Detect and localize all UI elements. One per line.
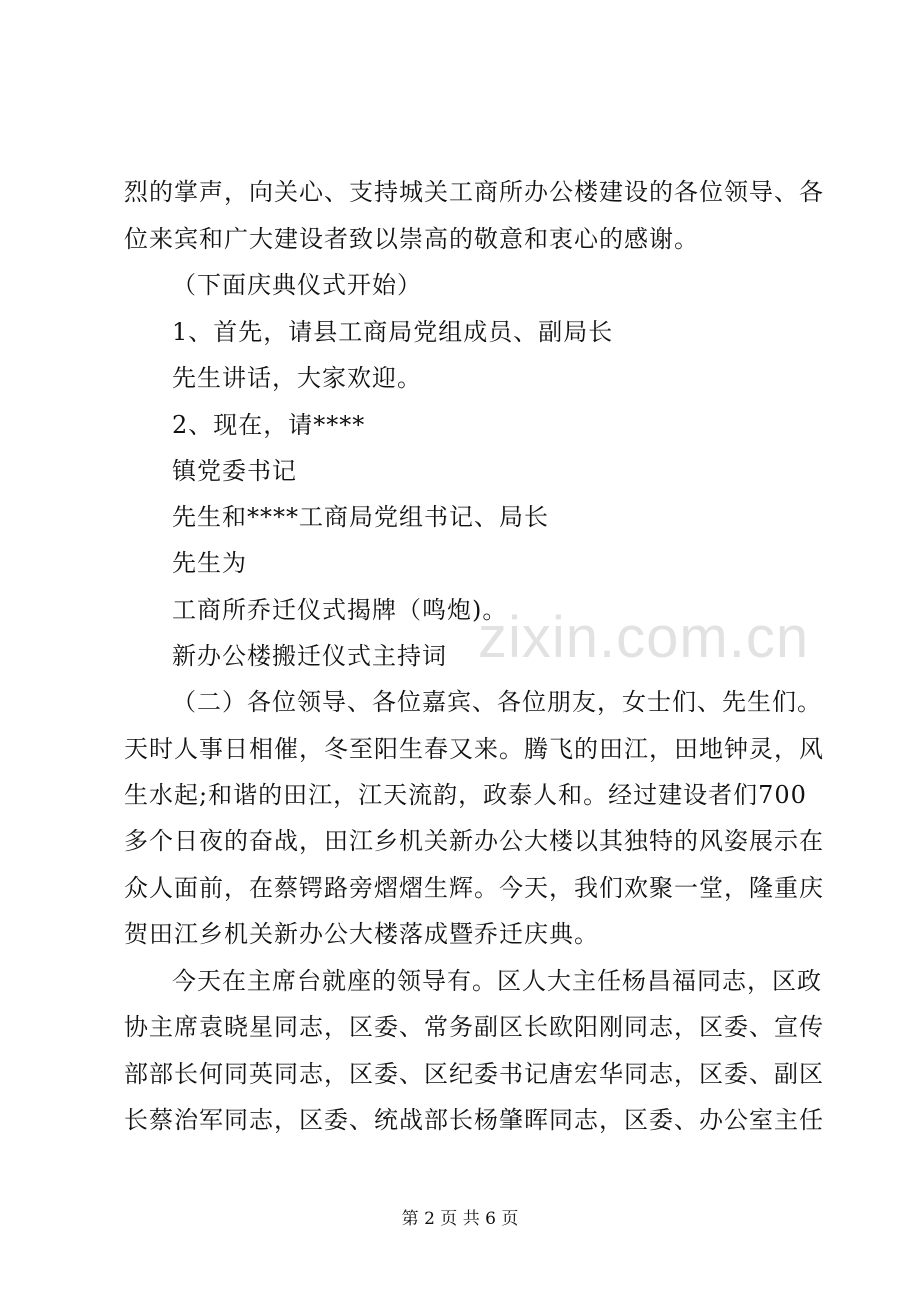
- text-line: 长蔡治军同志，区委、统战部长杨肇晖同志，区委、办公室主任: [124, 1106, 824, 1134]
- text-line: 众人面前，在蔡锷路旁熠熠生辉。今天，我们欢聚一堂，隆重庆: [124, 874, 824, 902]
- text-line: 镇党委书记: [172, 457, 297, 485]
- text-line: 1、首先，请县工商局党组成员、副局长: [172, 318, 614, 346]
- watermark: zixin.com.cn: [478, 605, 810, 670]
- text-line: 工商所乔迁仪式揭牌（鸣炮)。: [172, 596, 508, 624]
- text-line: 生水起;和谐的田江，江天流韵，政泰人和。经过建设者们700: [124, 781, 807, 809]
- text-line: 贺田江乡机关新办公大楼落成暨乔迁庆典。: [124, 920, 599, 948]
- text-line: 今天在主席台就座的领导有。区人大主任杨昌福同志，区政: [172, 967, 822, 995]
- text-line: 部部长何同英同志，区委、区纪委书记唐宏华同志，区委、副区: [124, 1060, 824, 1088]
- text-line: 2、现在，请****: [172, 411, 366, 439]
- text-line: 先生为: [172, 549, 247, 577]
- page-footer: 第 2 页 共 6 页: [401, 1209, 519, 1229]
- text-line: 先生讲话，大家欢迎。: [172, 364, 422, 392]
- text-line: 先生和****工商局党组书记、局长: [172, 503, 549, 531]
- text-line: 多个日夜的奋战，田江乡机关新办公大楼以其独特的风姿展示在: [124, 827, 824, 855]
- text-line: 新办公楼搬迁仪式主持词: [172, 642, 447, 670]
- text-line: （二）各位领导、各位嘉宾、各位朋友，女士们、先生们。: [172, 688, 822, 716]
- text-line: 天时人事日相催，冬至阳生春又来。腾飞的田江，田地钟灵，风: [124, 735, 824, 763]
- text-line: 烈的掌声，向关心、支持城关工商所办公楼建设的各位领导、各: [124, 178, 824, 206]
- text-line: （下面庆典仪式开始）: [172, 271, 422, 299]
- text-line: 协主席袁晓星同志，区委、常务副区长欧阳刚同志，区委、宣传: [124, 1013, 824, 1041]
- text-line: 位来宾和广大建设者致以崇高的敬意和衷心的感谢。: [124, 225, 699, 253]
